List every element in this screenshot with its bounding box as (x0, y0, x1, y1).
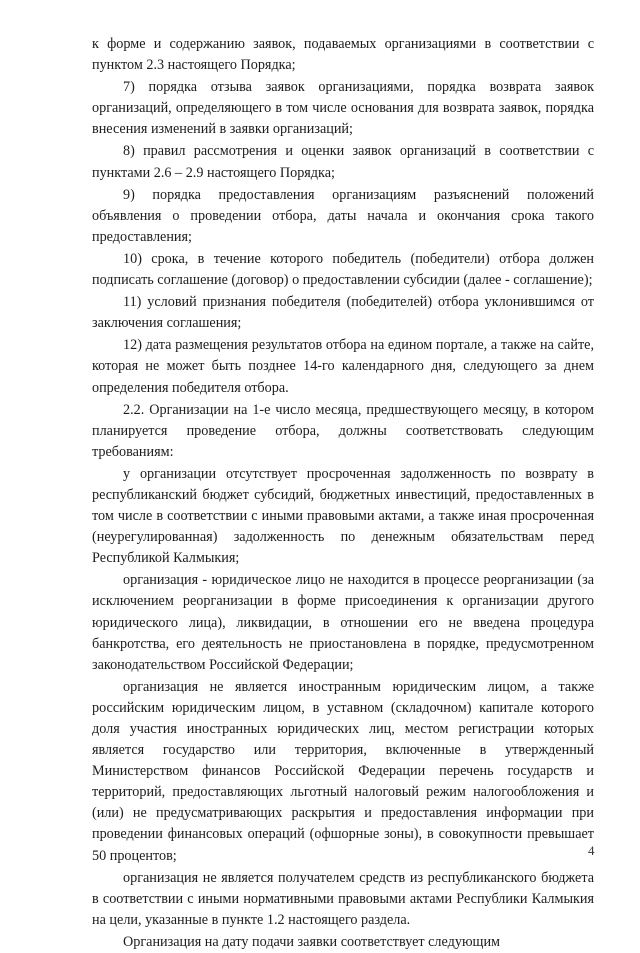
document-body (92, 34, 594, 953)
page-number: 4 (588, 843, 595, 858)
paragraph: 12) дата размещения результатов отбора на едином портале, а также на сайте, которая не может быть позднее 14-го календарного дня, следующего за днем определения победителя отбора. (92, 337, 594, 396)
paragraph: 11) условий признания победителя (победителей) отбора уклонившимся от заключения соглашения; (92, 294, 594, 332)
paragraph: 7) порядка отзыва заявок организациями, порядка возврата заявок организаций, определяющего в том числе основания для возврата заявок, порядка внесения изменений в заявки организаций; (92, 79, 594, 138)
paragraph: 9) порядка предоставления организациям разъяснений положений объявления о проведении отбора, даты начала и окончания срока такого предоставления; (92, 186, 594, 245)
paragraph: 10) срока, в течение которого победитель (победители) отбора должен подписать соглашение (договор) о предоставлении субсидии (далее - соглашение); (92, 250, 594, 289)
paragraph: организация не является иностранным юридическим лицом, а также российским юридическим лицом, в уставном (складочном) капитале которого доля участия иностранных юридических лиц, местом регистрации которых является государство или территория, включенные в утвержденный Министерством финансов Российской Федерации перечень государств и территорий, предоставляющих льготный налоговый режим налогообложения и (или) не предусматривающих раскрытия и предоставления информации при проведении финансовых операций (офшорные зоны), в совокупности превышает 50 процентов; (92, 678, 594, 864)
paragraph: Организация на дату подачи заявки соответствует следующим (123, 933, 501, 950)
paragraph: 8) правил рассмотрения и оценки заявок организаций в соответствии с пунктами 2.6 – 2.9 настоящего Порядка; (92, 143, 594, 181)
paragraph: к форме и содержанию заявок, подаваемых организациями в соответствии с пунктом 2.3 настоящего Порядка; (92, 36, 594, 74)
paragraph: у организации отсутствует просроченная задолженность по возврату в республиканский бюджет субсидий, бюджетных инвестиций, предоставленных в том числе в соответствии с иными правовыми актами, а также иная просроченная (неурегулированная) задолженность по денежным обязательствам перед Республикой Калмыкия; (92, 465, 594, 567)
paragraph: организация не является получателем средств из республиканского бюджета в соответствии с иными нормативными правовыми актами Республики Калмыкия на цели, указанные в пункте 1.2 настоящего раздела. (92, 869, 594, 928)
paragraph: организация - юридическое лицо не находится в процессе реорганизации (за исключением реорганизации в форме присоединения к организации другого юридического лица), ликвидации, в отношении его не введена процедура банкротства, его деятельность не приостановлена в порядке, предусмотренном законодательством Российской Федерации; (92, 572, 594, 673)
paragraph: 2.2. Организации на 1-е число месяца, предшествующего месяцу, в котором планируется проведение отбора, должны соответствовать следующим требованиям: (92, 401, 594, 460)
